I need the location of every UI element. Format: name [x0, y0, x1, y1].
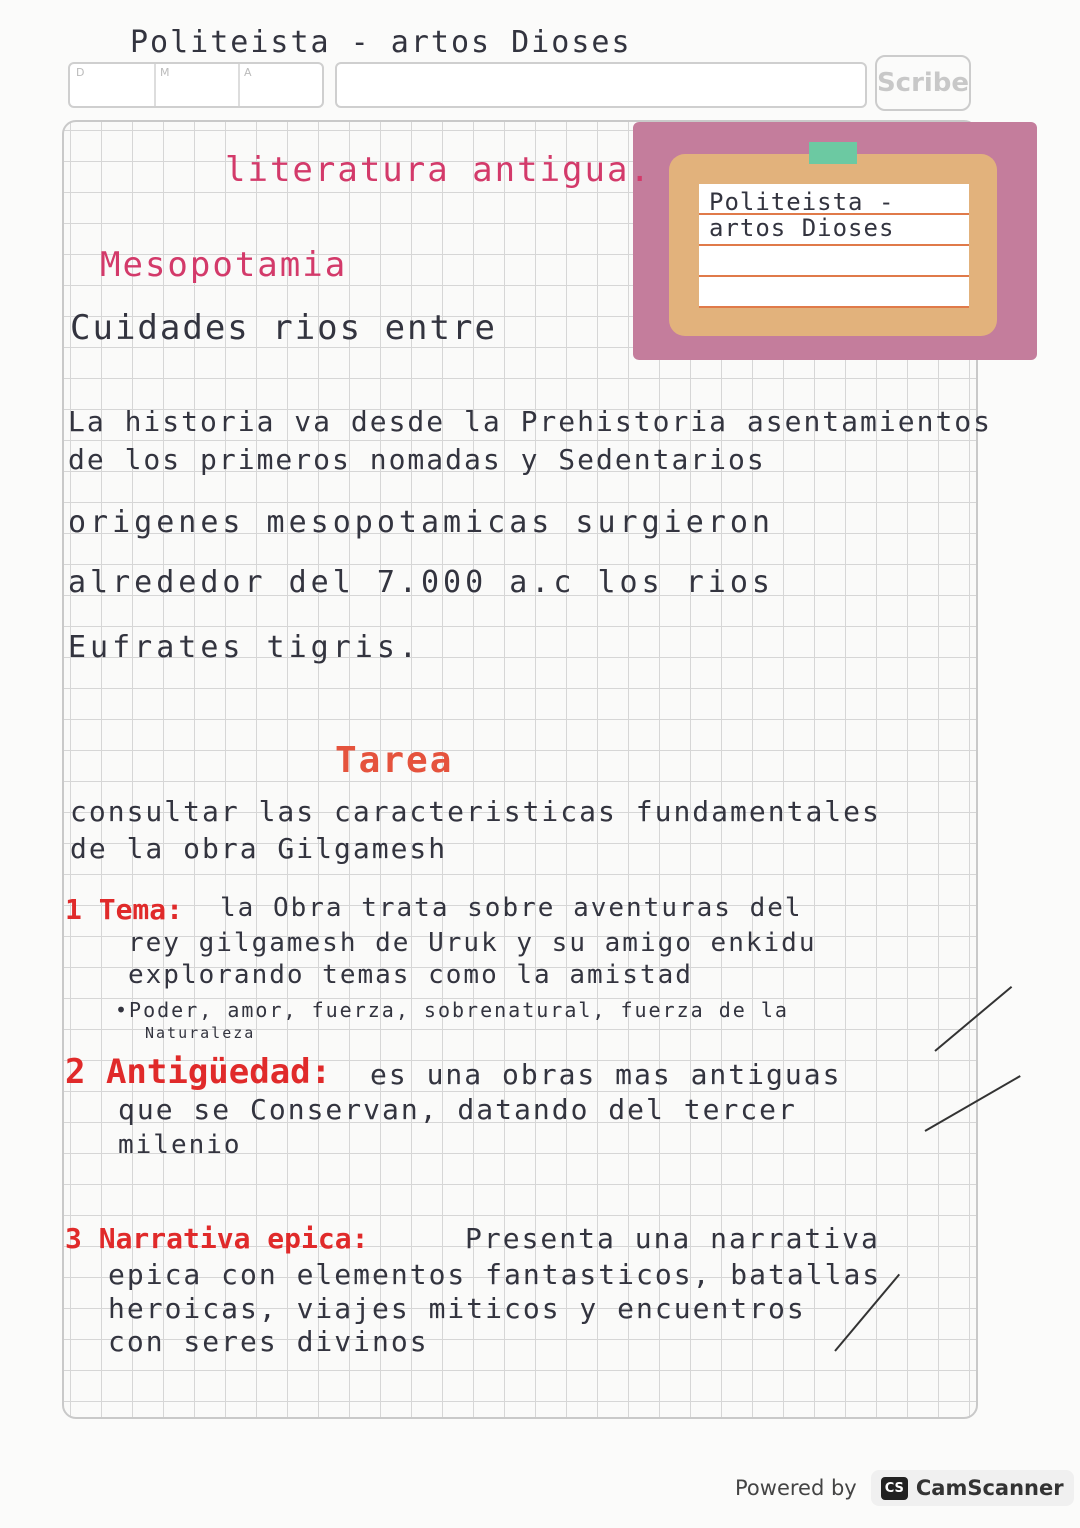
camscanner-logo-icon: CS — [881, 1477, 908, 1500]
topic-box — [335, 62, 867, 108]
day-label: D — [76, 66, 85, 79]
homework-title: Tarea — [335, 740, 454, 781]
sticky-note — [633, 122, 1037, 360]
para2-line: alrededor del 7.000 a.c los rios — [68, 565, 774, 600]
item-line: explorando temas como la amistad — [128, 960, 693, 990]
date-box — [68, 62, 324, 108]
para1-line: La historia va desde la Prehistoria asentamientos — [68, 405, 993, 438]
item-line: •Poder, amor, fuerza, sobrenatural, fuerza de la — [115, 998, 789, 1022]
item-line: milenio — [118, 1130, 242, 1160]
item-label: 1 Tema: — [65, 893, 184, 926]
header-title: Politeista - artos Dioses — [130, 25, 632, 60]
item-line: es una obras mas antiguas — [370, 1058, 842, 1091]
notes-subtitle: Mesopotamia — [100, 245, 348, 285]
scribe-logo: Scribe — [875, 55, 971, 111]
item-line: con seres divinos — [108, 1325, 429, 1358]
camscanner-badge — [871, 1470, 1074, 1506]
homework-line: consultar las caracteristicas fundamentales — [70, 795, 881, 828]
year-label: A — [244, 66, 252, 79]
tape — [809, 142, 857, 164]
footer — [735, 1470, 1074, 1506]
notes-title: literatura antigua. — [225, 150, 652, 190]
powered-by-text: Powered by — [735, 1476, 857, 1500]
homework-line: de la obra Gilgamesh — [70, 832, 448, 865]
para2-line: origenes mesopotamicas surgieron — [68, 505, 774, 540]
item-label: 2 Antigüedad: — [65, 1052, 332, 1092]
month-label: M — [160, 66, 170, 79]
para2-line: Eufrates tigris. — [68, 630, 421, 665]
item-line: epica con elementos fantasticos, batallas — [108, 1258, 882, 1291]
item-line: Naturaleza — [145, 1024, 256, 1042]
note-line-2: artos Dioses — [709, 214, 895, 242]
item-line: rey gilgamesh de Uruk y su amigo enkidu — [128, 928, 817, 958]
item-line: la Obra trata sobre aventuras del — [220, 893, 803, 923]
item-line: que se Conservan, datando del tercer — [118, 1093, 797, 1126]
item-line: Presenta una narrativa — [465, 1222, 880, 1255]
camscanner-name: CamScanner — [915, 1476, 1064, 1500]
para1-line: de los primeros nomadas y Sedentarios — [68, 443, 766, 476]
item-label: 3 Narrativa epica: — [65, 1222, 369, 1255]
item-line: heroicas, viajes miticos y encuentros — [108, 1292, 806, 1325]
notes-line: Cuidades rios entre — [70, 308, 497, 348]
note-line-1: Politeista - — [709, 188, 895, 216]
